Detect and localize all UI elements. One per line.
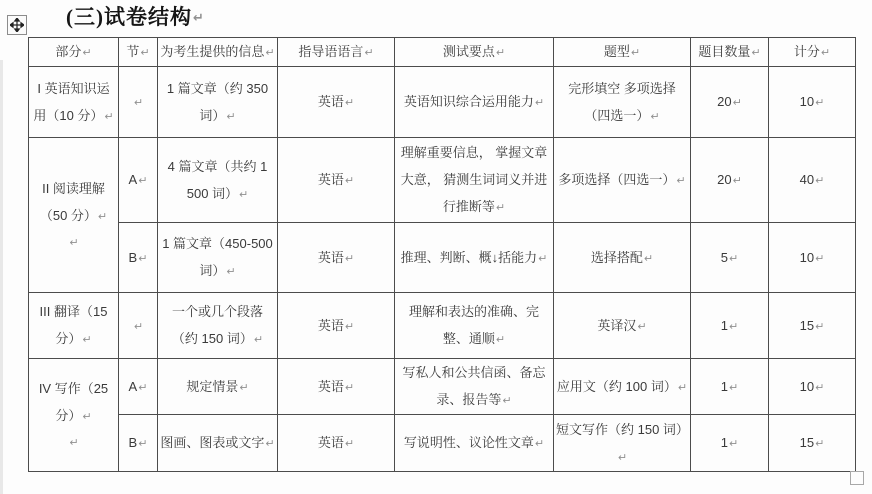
- cell-qtype-3[interactable]: 英译汉↵: [554, 293, 691, 359]
- paragraph-mark: ↵: [265, 437, 275, 450]
- cell-info-1[interactable]: 1 篇文章（约 350 词）↵: [158, 67, 278, 138]
- header-focus[interactable]: 测试要点↵: [395, 38, 554, 67]
- paragraph-mark: ↵: [815, 174, 825, 187]
- table-row-2a: [29, 138, 856, 223]
- cell-score-2b[interactable]: 10↵: [769, 223, 856, 293]
- cell-section-2a[interactable]: A↵: [119, 138, 158, 223]
- table-row-4a: [29, 359, 856, 415]
- paragraph-mark: ↵: [729, 437, 739, 450]
- paragraph-mark: ↵: [265, 46, 275, 59]
- paragraph-mark: ↵: [495, 333, 506, 346]
- cell-score-1[interactable]: 10↵: [769, 67, 856, 138]
- cell-language-4a[interactable]: 英语↵: [278, 359, 395, 415]
- cell-language-2b[interactable]: 英语↵: [278, 223, 395, 293]
- cell-section-2b[interactable]: B↵: [119, 223, 158, 293]
- header-section[interactable]: 节↵: [119, 38, 158, 67]
- cell-part-1[interactable]: I 英语知识运用（10 分）↵: [29, 67, 119, 138]
- cell-qtype-2b[interactable]: 选择搭配↵: [554, 223, 691, 293]
- paragraph-mark: ↵: [82, 333, 92, 346]
- paragraph-mark: ↵: [815, 251, 825, 265]
- cell-focus-1[interactable]: 英语知识综合运用能力↵: [395, 67, 554, 138]
- cell-language-2a[interactable]: 英语↵: [278, 138, 395, 223]
- cell-focus-4b[interactable]: 写说明性、议论性文章↵: [395, 415, 554, 472]
- paragraph-mark: ↵: [104, 109, 114, 123]
- paragraph-mark: ↵: [534, 437, 545, 450]
- paragraph-mark: ↵: [617, 450, 628, 464]
- cell-count-2b[interactable]: 5↵: [691, 223, 769, 293]
- paragraph-mark: ↵: [538, 251, 548, 265]
- header-score[interactable]: 计分↵: [769, 38, 856, 67]
- paragraph-mark: ↵: [815, 319, 825, 333]
- paragraph-mark: ↵: [138, 251, 148, 265]
- cell-focus-2b[interactable]: 推理、判断、概↓括能力↵: [395, 223, 554, 293]
- cell-count-3[interactable]: 1↵: [691, 293, 769, 359]
- paragraph-mark: ↵: [239, 380, 249, 394]
- paragraph-mark: ↵: [138, 437, 148, 450]
- paragraph-mark: ↵: [344, 174, 355, 187]
- cell-part-3[interactable]: III 翻译（15 分）↵: [29, 293, 119, 359]
- header-qtype[interactable]: 题型↵: [554, 38, 691, 67]
- paragraph-mark: ↵: [97, 210, 108, 223]
- paragraph-mark: ↵: [364, 46, 374, 59]
- cell-section-4b[interactable]: B↵: [119, 415, 158, 472]
- paragraph-mark: ↵: [495, 46, 506, 59]
- paragraph-mark: ↵: [344, 380, 355, 394]
- section-title[interactable]: [66, 1, 205, 31]
- paragraph-mark: ↵: [650, 109, 660, 123]
- paragraph-mark: ↵: [495, 201, 506, 214]
- paragraph-mark: ↵: [138, 174, 148, 187]
- paragraph-mark: ↵: [820, 46, 831, 59]
- cell-language-4b[interactable]: 英语↵: [278, 415, 395, 472]
- cell-focus-3[interactable]: 理解和表达的准确、完整、通顺↵: [395, 293, 554, 359]
- paragraph-mark: ↵: [133, 96, 144, 109]
- paragraph-mark: ↵: [732, 174, 742, 187]
- paragraph-mark: ↵: [815, 437, 825, 450]
- paragraph-mark: ↵: [643, 251, 654, 265]
- paragraph-mark: ↵: [344, 437, 355, 450]
- paragraph-mark: ↵: [226, 109, 236, 123]
- paragraph-mark: ↵: [69, 436, 79, 449]
- cell-info-4b[interactable]: 图画、图表或文字↵: [158, 415, 278, 472]
- cell-count-2a[interactable]: 20↵: [691, 138, 769, 223]
- cell-info-3[interactable]: 一个或几个段落（约 150 词）↵: [158, 293, 278, 359]
- table-move-handle-icon[interactable]: [7, 15, 27, 35]
- header-count[interactable]: 题目数量↵: [691, 38, 769, 67]
- cell-qtype-2a[interactable]: 多项选择（四选一）↵: [554, 138, 691, 223]
- paragraph-mark: ↵: [253, 333, 264, 346]
- cell-qtype-4b[interactable]: 短文写作（约 150 词）↵: [554, 415, 691, 472]
- paragraph-mark: ↵: [193, 11, 205, 26]
- cell-score-4a[interactable]: 10↵: [769, 359, 856, 415]
- section-title-text: (三)试卷结构: [66, 5, 192, 29]
- exam-structure-table: [28, 37, 856, 472]
- paragraph-mark: ↵: [630, 46, 641, 59]
- paragraph-mark: ↵: [502, 394, 512, 407]
- paragraph-mark: ↵: [82, 46, 92, 59]
- paragraph-mark: ↵: [732, 96, 742, 109]
- document-edge: [0, 60, 3, 494]
- cell-qtype-1[interactable]: 完形填空 多项选择（四选一）↵: [554, 67, 691, 138]
- cell-part-4[interactable]: IV 写作（25 分）↵ ↵: [29, 359, 119, 472]
- cell-section-3[interactable]: [119, 293, 158, 359]
- paragraph-mark: ↵: [344, 251, 355, 265]
- header-info[interactable]: 为考生提供的信息↵: [158, 38, 278, 67]
- table-row-4b: [29, 415, 856, 472]
- cell-info-2a[interactable]: 4 篇文章（共约 1 500 词）↵: [158, 138, 278, 223]
- header-part[interactable]: 部分↵: [29, 38, 119, 67]
- cell-count-4a[interactable]: 1↵: [691, 359, 769, 415]
- cell-section-4a[interactable]: A↵: [119, 359, 158, 415]
- cell-score-2a[interactable]: 40↵: [769, 138, 856, 223]
- paragraph-mark: ↵: [677, 380, 688, 394]
- header-language[interactable]: 指导语语言↵: [278, 38, 395, 67]
- cell-info-4a[interactable]: 规定情景↵: [158, 359, 278, 415]
- paragraph-mark: ↵: [729, 251, 739, 265]
- cell-language-3[interactable]: 英语↵: [278, 293, 395, 359]
- table-row-3: [29, 293, 856, 359]
- paragraph-mark: ↵: [344, 96, 355, 109]
- cell-section-1[interactable]: [119, 67, 158, 138]
- paragraph-mark: ↵: [534, 96, 545, 109]
- table-row-1: [29, 67, 856, 138]
- table-header-row: [29, 38, 856, 67]
- cell-focus-2a[interactable]: 理解重要信息， 掌握文章大意， 猜测生词词义并进行推断等↵: [395, 138, 554, 223]
- cell-focus-4a[interactable]: 写私人和公共信函、备忘录、报告等↵: [395, 359, 554, 415]
- paragraph-mark: ↵: [239, 187, 249, 201]
- cell-count-4b[interactable]: 1↵: [691, 415, 769, 472]
- paragraph-mark: ↵: [815, 96, 825, 109]
- paragraph-mark: ↵: [133, 319, 144, 333]
- paragraph-mark: ↵: [69, 236, 79, 249]
- cell-part-2[interactable]: II 阅读理解（50 分）↵ ↵: [29, 138, 119, 293]
- cell-qtype-4a[interactable]: 应用文（约 100 词）↵: [554, 359, 691, 415]
- four-way-arrow-icon: [10, 18, 24, 32]
- paragraph-mark: ↵: [344, 319, 355, 333]
- paragraph-mark: ↵: [637, 319, 647, 333]
- cell-score-4b[interactable]: 15↵: [769, 415, 856, 472]
- cell-score-3[interactable]: 15↵: [769, 293, 856, 359]
- cell-info-2b[interactable]: 1 篇文章（450-500 词）↵: [158, 223, 278, 293]
- paragraph-mark: ↵: [751, 46, 761, 59]
- paragraph-mark: ↵: [82, 410, 92, 423]
- paragraph-mark: ↵: [729, 319, 739, 333]
- table-row-2b: [29, 223, 856, 293]
- paragraph-mark: ↵: [729, 380, 739, 394]
- cell-count-1[interactable]: 20↵: [691, 67, 769, 138]
- paragraph-mark: ↵: [140, 46, 150, 59]
- cell-language-1[interactable]: 英语↵: [278, 67, 395, 138]
- paragraph-mark: ↵: [815, 380, 825, 394]
- table-resize-handle[interactable]: [850, 471, 864, 485]
- paragraph-mark: ↵: [138, 380, 148, 394]
- paragraph-mark: ↵: [676, 174, 686, 187]
- paragraph-mark: ↵: [226, 265, 236, 278]
